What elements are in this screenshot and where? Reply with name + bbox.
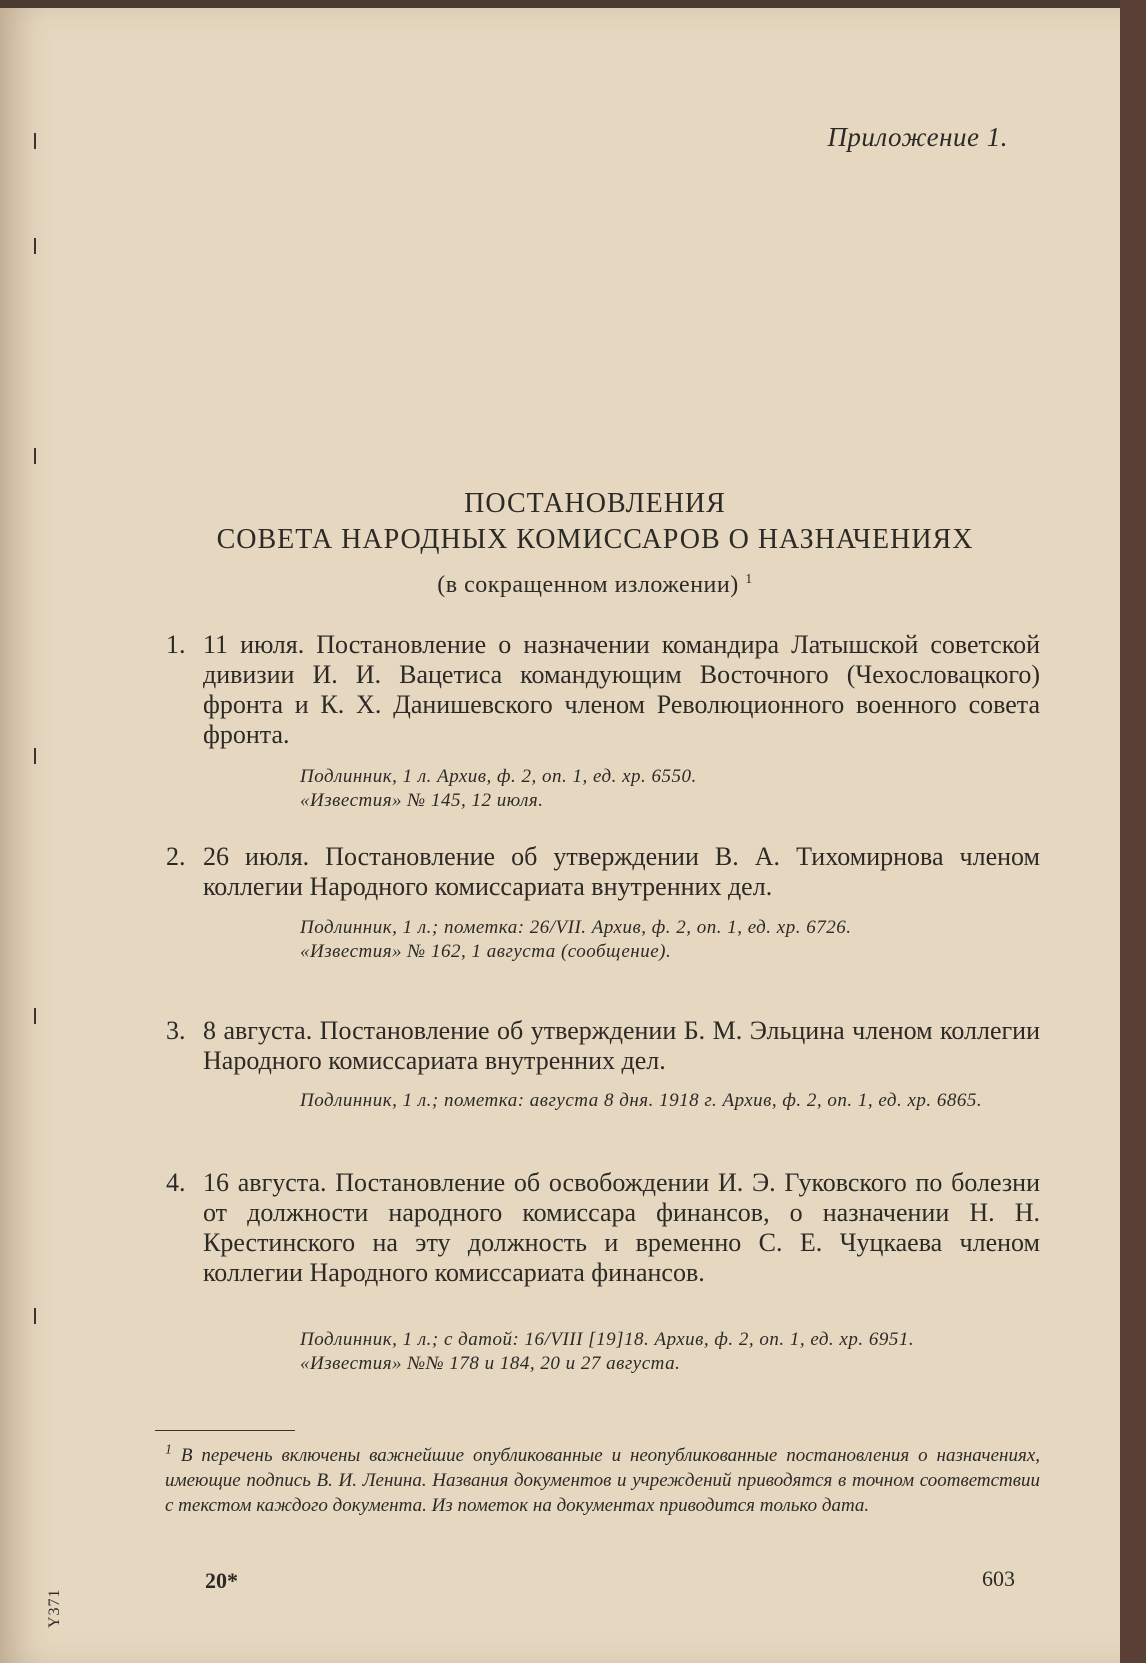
title-line-1: ПОСТАНОВЛЕНИЯ	[464, 488, 726, 519]
footnote-divider	[155, 1430, 295, 1431]
appendix-label: Приложение 1.	[827, 122, 1008, 152]
source-line: Подлинник, 1 л.; пометка: 26/VII. Архив, ф. 2, оп. 1, ед. хр. 6726.	[300, 917, 852, 938]
spine-mark: Y371	[46, 1588, 63, 1628]
subtitle-text: (в сокращенном изложении)	[437, 572, 739, 598]
binding-mark	[34, 1008, 42, 1024]
entry-text: 11 июля. Постановление о назначении командира Латышской советской дивизии И. И. Вацетиса командующим Восточного (Чехословацкого) фронта и К. Х. Данишевского членом Революционного военного совета фронта.	[203, 630, 1040, 749]
footnote-text: В перечень включены важнейшие опубликованные и неопубликованные постановления о назначениях, имеющие подпись В. И. Ленина. Названия документов и учреждений приводятся в точном соответствии с текстом каждого документа. Из пометок на документах приводится только дата.	[165, 1445, 1040, 1516]
entry-number: 2.	[166, 842, 186, 871]
entry-number: 4.	[166, 1168, 186, 1197]
entry-number: 1.	[166, 630, 186, 659]
signature-mark: 20*	[205, 1568, 238, 1593]
binding-mark	[34, 238, 42, 254]
source-line: Подлинник, 1 л. Архив, ф. 2, оп. 1, ед. хр. 6550.	[300, 766, 697, 787]
entry-1-sources	[300, 765, 1040, 813]
title-line-2: СОВЕТА НАРОДНЫХ КОМИССАРОВ О НАЗНАЧЕНИЯХ	[216, 524, 974, 555]
source-line: «Известия» № 162, 1 августа (сообщение).	[300, 941, 672, 962]
binding-mark	[34, 133, 42, 149]
source-line: Подлинник, 1 л.; с датой: 16/VIII [19]18. Архив, ф. 2, оп. 1, ед. хр. 6951.	[300, 1329, 915, 1350]
binding-mark	[34, 448, 42, 464]
entry-2-sources	[300, 916, 1040, 964]
page-number: 603	[982, 1566, 1015, 1591]
footnote-ref: 1	[745, 572, 753, 587]
source-line: «Известия» № 145, 12 июля.	[300, 790, 544, 811]
entry-text: 16 августа. Постановление об освобождении И. Э. Гуковского по болезни от должности народного комиссара финансов, о назначении Н. Н. Крестинского на эту должность и временно С. Е. Чуцкаева членом коллегии Народного комиссариата финансов.	[203, 1168, 1040, 1287]
source-line: Подлинник, 1 л.; пометка: августа 8 дня. 1918 г. Архив, ф. 2, оп. 1, ед. хр. 6865.	[300, 1090, 983, 1111]
source-line: «Известия» №№ 178 и 184, 20 и 27 августа.	[300, 1353, 681, 1374]
entry-3	[166, 1016, 1040, 1076]
book-page	[0, 8, 1120, 1663]
footnote-mark: 1	[165, 1442, 172, 1458]
entry-4	[166, 1168, 1040, 1288]
entry-2	[166, 842, 1040, 902]
binding-mark	[34, 1308, 42, 1324]
entry-text: 26 июля. Постановление об утверждении В. А. Тихомирнова членом коллегии Народного комиссариата внутренних дел.	[203, 842, 1040, 901]
entry-1	[166, 630, 1040, 750]
title-subtitle	[150, 572, 1040, 599]
footnote	[165, 1443, 1040, 1518]
entry-text: 8 августа. Постановление об утверждении Б. М. Эльцина членом коллегии Народного комиссариата внутренних дел.	[203, 1016, 1040, 1075]
entry-number: 3.	[166, 1016, 186, 1045]
entry-3-sources	[300, 1089, 1040, 1113]
binding-mark	[34, 748, 42, 764]
page-edge	[1120, 0, 1146, 1663]
entry-4-sources	[300, 1328, 1040, 1376]
